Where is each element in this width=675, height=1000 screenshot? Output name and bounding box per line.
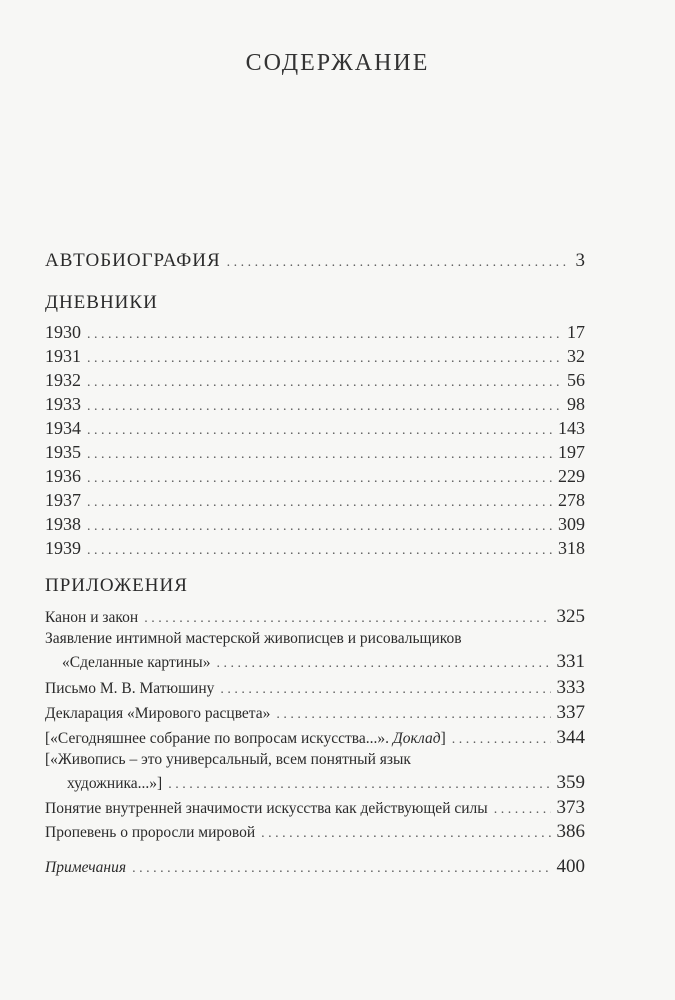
toc-entry[interactable] [45, 772, 585, 794]
toc-label: 1939 [45, 538, 81, 558]
leader-dots [494, 802, 551, 818]
toc-page-number: 331 [556, 651, 585, 672]
toc-label-italic: Доклад [392, 730, 441, 747]
toc-entry[interactable] [45, 514, 585, 535]
leader-dots [276, 707, 550, 723]
toc-entry[interactable] [45, 702, 585, 724]
leader-dots [87, 447, 552, 463]
toc-label-line1: Заявление интимной мастерской живописцев и рисовальщиков [45, 630, 462, 647]
toc-label: Письмо М. В. Матюшину [45, 680, 215, 697]
leader-dots [168, 777, 550, 793]
toc-entry[interactable] [45, 606, 585, 628]
toc-entry[interactable] [45, 466, 585, 487]
toc-page-number: 373 [556, 797, 585, 818]
leader-dots [452, 732, 551, 748]
toc-entry-notes[interactable] [45, 856, 585, 878]
page-title: СОДЕРЖАНИЕ [245, 50, 430, 76]
toc-entry[interactable] [45, 490, 585, 511]
toc-entry[interactable] [45, 394, 585, 415]
leader-dots [87, 471, 552, 487]
toc-label: Декларация «Мирового расцвета» [45, 705, 271, 722]
leader-dots [87, 351, 561, 367]
toc-page-number: 229 [558, 466, 585, 486]
toc-label: художника...»] [67, 775, 163, 792]
toc-label-text: [«Сегодняшнее собрание по вопросам искусства...». [45, 730, 389, 747]
toc-label: Пропевень о проросли мировой [45, 824, 256, 841]
leader-dots [87, 375, 561, 391]
toc-page-number: 56 [567, 370, 585, 390]
toc-label: 1934 [45, 418, 81, 438]
toc-label-line1: [«Живопись – это универсальный, всем понятный язык [45, 751, 411, 768]
toc-label: 1933 [45, 394, 81, 414]
section-heading-diaries: ДНЕВНИКИ [45, 292, 158, 313]
toc-entry[interactable] [45, 442, 585, 463]
leader-dots [87, 423, 552, 439]
toc-page-number: 143 [558, 418, 585, 438]
toc-page-number: 309 [558, 514, 585, 534]
leader-dots [87, 495, 552, 511]
toc-label: Канон и закон [45, 609, 139, 626]
toc-page-number: 333 [556, 677, 585, 698]
toc-label: 1936 [45, 466, 81, 486]
toc-page-number: 32 [567, 346, 585, 366]
toc-entry[interactable] [45, 677, 585, 699]
toc-entry-line [45, 630, 585, 648]
toc-label: 1930 [45, 322, 81, 342]
toc-page-number: 400 [556, 856, 585, 877]
toc-label: АВТОБИОГРАФИЯ [45, 250, 221, 271]
leader-dots [87, 543, 552, 559]
toc-entry[interactable] [45, 322, 585, 343]
leader-dots [87, 399, 561, 415]
leader-dots [144, 611, 550, 627]
toc-entry[interactable] [45, 727, 585, 749]
leader-dots [87, 519, 552, 535]
toc-entry[interactable] [45, 538, 585, 559]
toc-page-number: 344 [556, 727, 585, 748]
leader-dots [216, 656, 550, 672]
leader-dots [227, 255, 570, 271]
toc-page-number: 386 [556, 821, 585, 842]
toc-entry-line [45, 751, 585, 769]
toc-label: 1938 [45, 514, 81, 534]
leader-dots [87, 327, 561, 343]
toc-page-number: 98 [567, 394, 585, 414]
toc-entry[interactable] [45, 821, 585, 843]
leader-dots [261, 826, 550, 842]
toc-label [45, 730, 446, 748]
toc-label: 1937 [45, 490, 81, 510]
toc-entry-autobiography[interactable] [45, 250, 585, 272]
toc-label: 1931 [45, 346, 81, 366]
toc-entry[interactable] [45, 651, 585, 673]
section-heading-appendices: ПРИЛОЖЕНИЯ [45, 575, 188, 596]
toc-page-number: 318 [558, 538, 585, 558]
toc-page-number: 337 [556, 702, 585, 723]
toc-label: 1935 [45, 442, 81, 462]
toc-label: Примечания [45, 859, 127, 876]
toc-page-number: 325 [556, 606, 585, 627]
toc-page-number: 278 [558, 490, 585, 510]
toc-label: «Сделанные картины» [62, 654, 211, 671]
toc-entry[interactable] [45, 370, 585, 391]
toc-entry[interactable] [45, 346, 585, 367]
toc-label: Понятие внутренней значимости искусства как действующей силы [45, 800, 488, 817]
toc-page-number: 3 [575, 250, 585, 271]
toc-entry[interactable] [45, 797, 585, 819]
toc-page-number: 197 [558, 442, 585, 462]
toc-entry[interactable] [45, 418, 585, 439]
toc-label: 1932 [45, 370, 81, 390]
leader-dots [220, 682, 550, 698]
leader-dots [132, 861, 550, 877]
toc-page-number: 359 [556, 772, 585, 793]
toc-label-end: ] [440, 730, 446, 747]
toc-page-number: 17 [567, 322, 585, 342]
